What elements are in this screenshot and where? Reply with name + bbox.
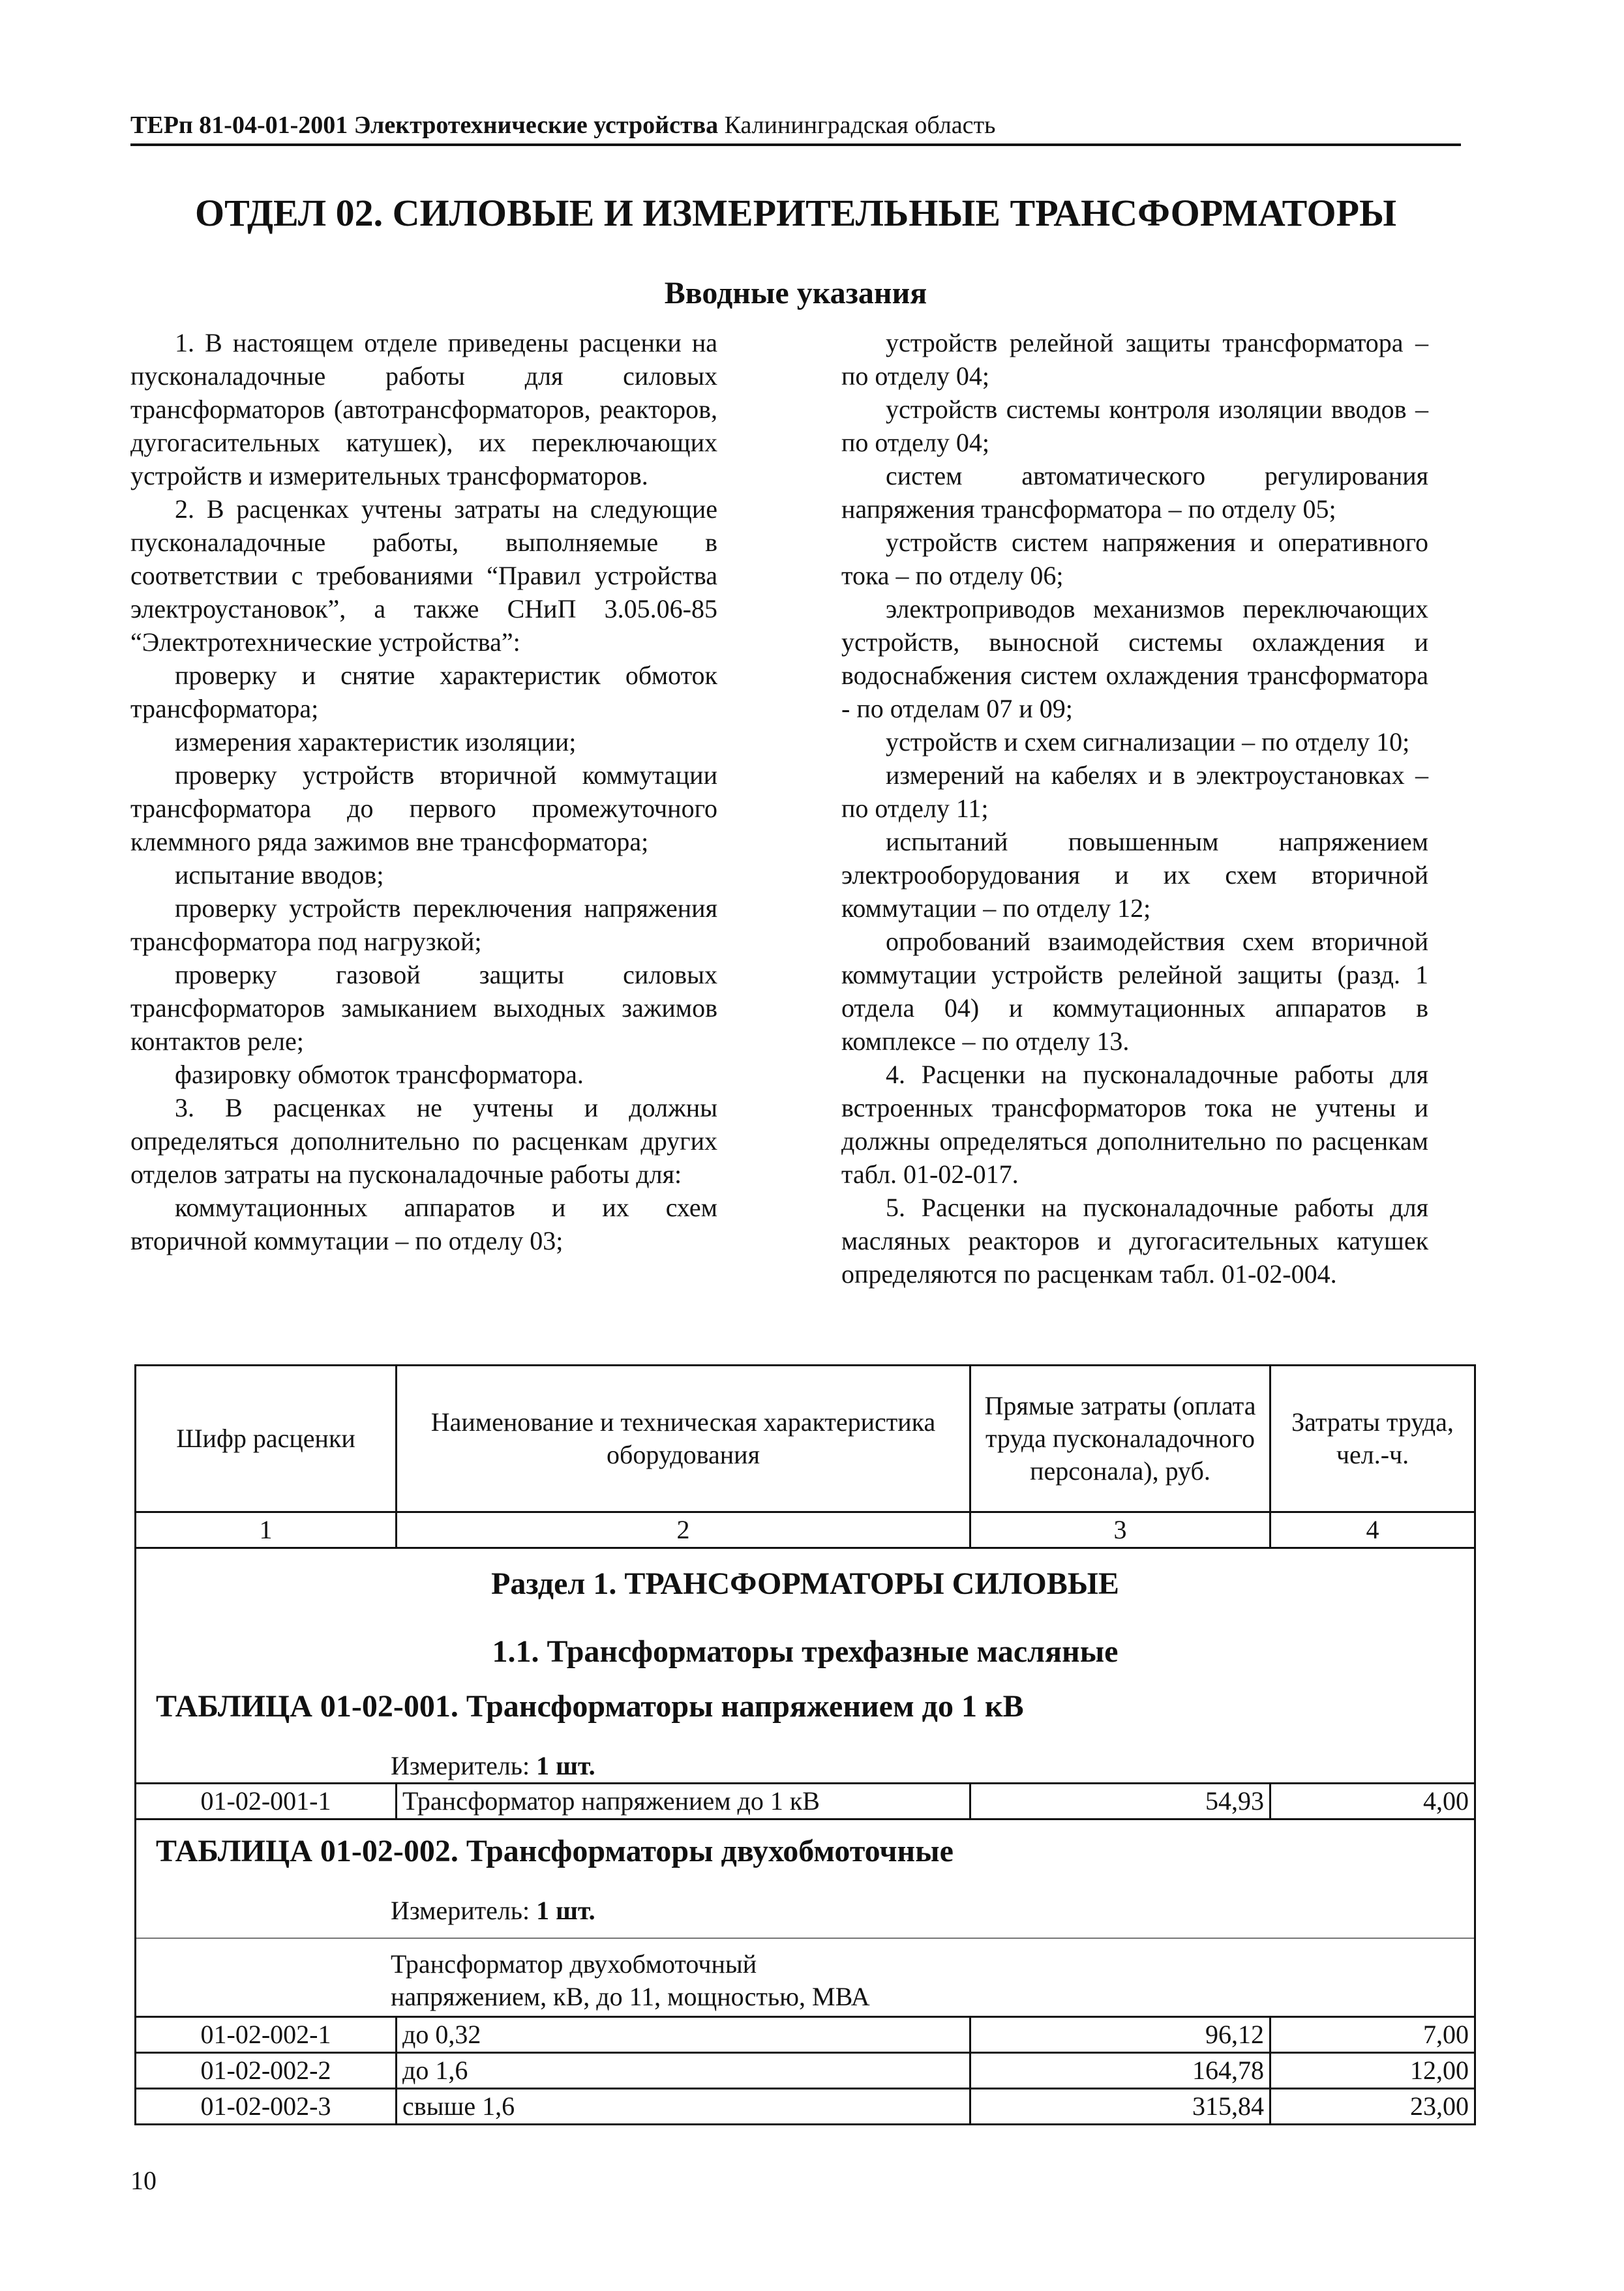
paragraph: проверку устройств вторичной коммутации трансформатора до первого промежуточного клеммного ряда зажимов вне трансформатора; [130,760,717,856]
group-line1: Трансформатор двухобмоточный [391,1949,757,1979]
paragraph: фазировку обмоток трансформатора. [175,1060,584,1089]
left-column [130,326,717,1257]
section-title: Раздел 1. ТРАНСФОРМАТОРЫ СИЛОВЫЕ [491,1566,1119,1601]
paragraph: 3. В расценках не учтены и должны определяться дополнительно по расценкам других отделов затраты на пусконаладочные работы для: [130,1093,717,1189]
table-row [136,2089,1475,2125]
paragraph: устройств и схем сигнализации – по отделу 10; [886,727,1410,756]
column-number: 4 [1271,1512,1475,1548]
row-cost: 164,78 [970,2053,1271,2089]
section-block-row [136,1548,1475,1784]
page-number: 10 [130,2166,157,2195]
paragraph: проверку и снятие характеристик обмоток трансформатора; [130,661,717,723]
row-name: до 1,6 [397,2053,970,2089]
paragraph: 1. В настоящем отделе приведены расценки на пусконаладочные работы для силовых трансформаторов (автотрансформаторов, реакторов, дугогасительных катушек), их переключающих устройств и измерительных трансформаторов. [130,328,717,490]
subsection-title: 1.1. Трансформаторы трехфазные масляные [492,1634,1119,1669]
group-heading-row [136,1938,1475,2017]
unit-value: 1 шт. [536,1896,595,1925]
paragraph: систем автоматического регулирования напряжения трансформатора – по отделу 05; [841,461,1428,524]
row-name: Трансформатор напряжением до 1 кВ [397,1784,970,1819]
column-number: 1 [136,1512,397,1548]
right-column [841,326,1428,1291]
paragraph: устройств релейной защиты трансформатора – по отделу 04; [841,328,1428,391]
department-title: ОТДЕЛ 02. СИЛОВЫЕ И ИЗМЕРИТЕЛЬНЫЕ ТРАНСФОРМАТОРЫ [194,192,1397,234]
row-cost: 54,93 [970,1784,1271,1819]
table1-title: ТАБЛИЦА 01-02-001. Трансформаторы напряжением до 1 кВ [156,1689,1024,1724]
row-code: 01-02-002-1 [136,2017,397,2053]
table-row [136,2017,1475,2053]
paragraph: 5. Расценки на пусконаладочные работы для масляных реакторов и дугогасительных катушек определяются по расценкам табл. 01-02-004. [841,1193,1428,1289]
paragraph: устройств систем напряжения и оперативного тока – по отделу 06; [841,528,1428,590]
row-labor: 4,00 [1271,1784,1475,1819]
group-heading [136,1938,1475,2017]
table2-block [136,1819,1475,1939]
row-name: свыше 1,6 [397,2089,970,2125]
paragraph: 2. В расценках учтены затраты на следующие пусконаладочные работы, выполняемые в соответствии с требованиями “Правил устройства электроустановок”, а также СНиП 3.05.06-85 “Электротехнические устройства”: [130,494,717,657]
unit-label: Измеритель: [391,1751,530,1780]
row-code: 01-02-002-2 [136,2053,397,2089]
row-code: 01-02-001-1 [136,1784,397,1819]
unit-label: Измеритель: [391,1896,530,1925]
paragraph: устройств системы контроля изоляции вводов – по отделу 04; [841,395,1428,457]
header-code: Шифр расценки [136,1366,397,1512]
table-row [136,1784,1475,1819]
table1-unit [136,1750,1474,1782]
row-labor: 7,00 [1271,2017,1475,2053]
intro-title: Вводные указания [664,276,927,310]
table-row [136,2053,1475,2089]
unit-value: 1 шт. [536,1751,595,1780]
paragraph: испытание вводов; [175,860,384,890]
row-cost: 96,12 [970,2017,1271,2053]
section-block [136,1548,1475,1784]
row-cost: 315,84 [970,2089,1271,2125]
table2-unit [136,1894,1474,1927]
table-header-row [136,1366,1475,1512]
header-name: Наименование и техническая характеристика оборудования [397,1366,970,1512]
paragraph: коммутационных аппаратов и их схем вторичной коммутации – по отделу 03; [130,1193,717,1255]
section-block-row [136,1819,1475,1939]
doc-code: ТЕРп 81-04-01-2001 Электротехнические устройства [130,112,719,139]
row-name: до 0,32 [397,2017,970,2053]
pricing-table [134,1364,1476,2125]
row-labor: 12,00 [1271,2053,1475,2089]
paragraph: измерения характеристик изоляции; [175,727,577,756]
paragraph: электроприводов механизмов переключающих устройств, выносной системы охлаждения и водоснабжения систем охлаждения трансформатора - по отделам 07 и 09; [841,594,1428,723]
header-cost: Прямые затраты (оплата труда пусконаладочного персонала), руб. [970,1366,1271,1512]
paragraph: испытаний повышенным напряжением электрооборудования и их схем вторичной коммутации – по отделу 12; [841,827,1428,923]
paragraph: проверку газовой защиты силовых трансформаторов замыканием выходных зажимов контактов реле; [130,960,717,1056]
paragraph: 4. Расценки на пусконаладочные работы для встроенных трансформаторов тока не учтены и должны определяться дополнительно по расценкам табл. 01-02-017. [841,1060,1428,1189]
region: Калининградская область [724,112,996,139]
column-number: 2 [397,1512,970,1548]
column-number-row [136,1512,1475,1548]
paragraph: измерений на кабелях и в электроустановках – по отделу 11; [841,760,1428,823]
row-labor: 23,00 [1271,2089,1475,2125]
paragraph: опробований взаимодействия схем вторичной коммутации устройств релейной защиты (разд. 1 отдела 04) и коммутационных аппаратов в комплексе – по отделу 13. [841,927,1428,1056]
header-labor: Затраты труда, чел.-ч. [1271,1366,1475,1512]
column-number: 3 [970,1512,1271,1548]
table2-title: ТАБЛИЦА 01-02-002. Трансформаторы двухобмоточные [156,1834,954,1868]
running-header [130,110,1461,146]
group-line2: напряжением, кВ, до 11, мощностью, МВА [391,1982,870,2011]
paragraph: проверку устройств переключения напряжения трансформатора под нагрузкой; [130,893,717,956]
row-code: 01-02-002-3 [136,2089,397,2125]
